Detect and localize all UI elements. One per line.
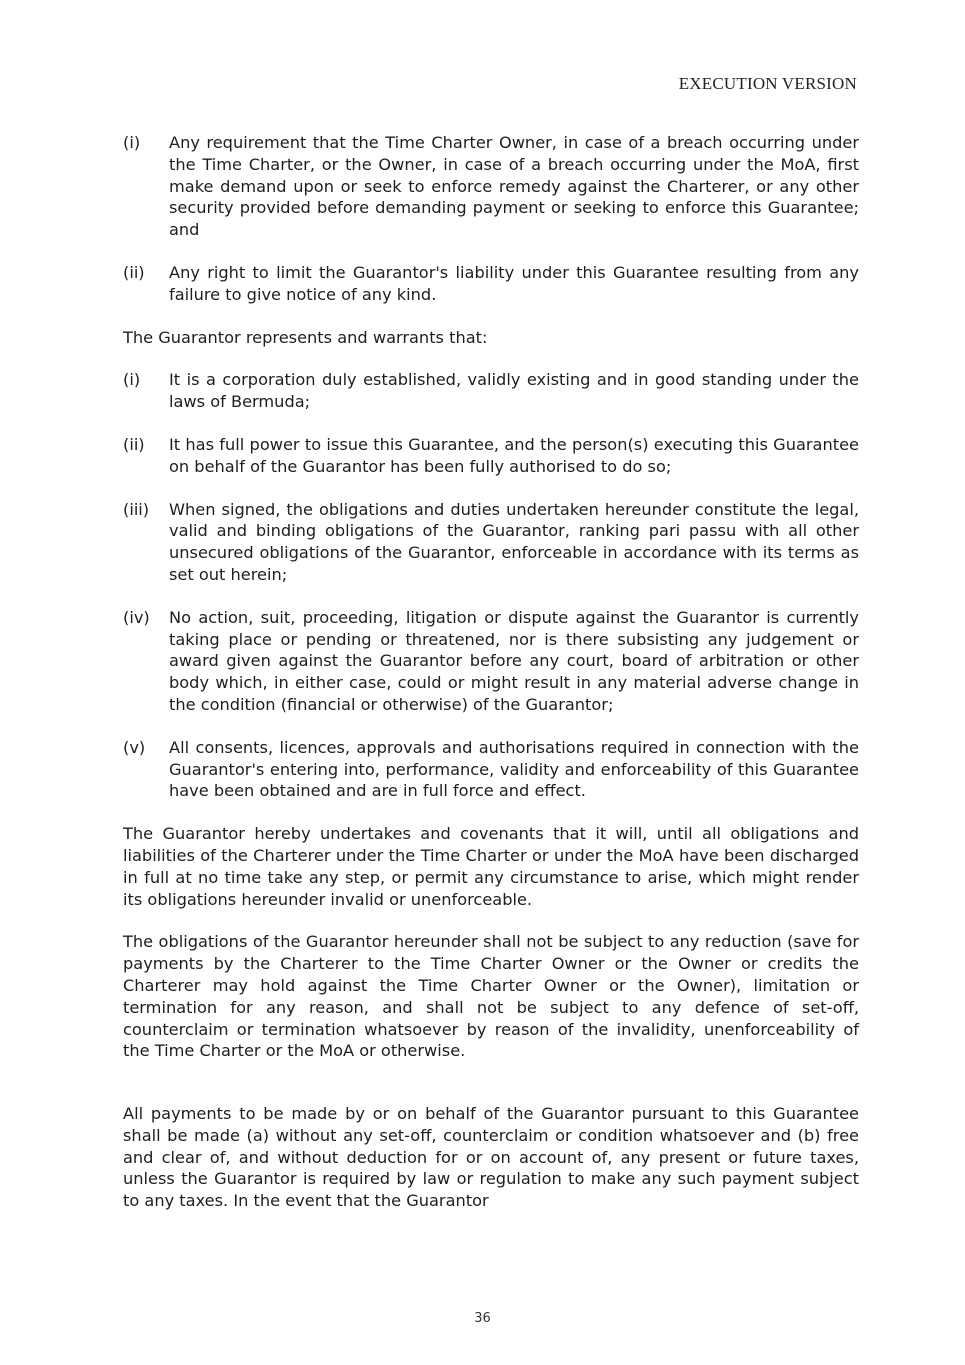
item-marker: (ii) <box>123 434 145 454</box>
item-marker: (i) <box>123 370 141 390</box>
item-marker: (ii) <box>123 262 145 282</box>
obligations-paragraph: The obligations of the Guarantor hereunder shall not be subject to any reduction (save for payments by the Charterer to the Time Charter Owner or the Owner or credits the Charterer may hold against the Time Charter Owner or the Owner), limitation or termination for any reason, and shall not be subject to any defence of set-off, counterclaim or termination whatsoever by reason of the invalidity, unenforceability of the Time Charter or the MoA or otherwise. <box>123 932 859 1061</box>
waiver-item <box>123 132 859 241</box>
item-text: Any requirement that the Time Charter Owner, in case of a breach occurring under the Time Charter, or the Owner, in case of a breach occurring under the MoA, first make demand upon or seek to enforce remedy against the Charterer, or any other security provided before demanding payment or seeking to enforce this Guarantee; and <box>169 133 859 240</box>
item-text: Any right to limit the Guarantor's liability under this Guarantee resulting from any failure to give notice of any kind. <box>169 262 859 304</box>
page-number: 36 <box>474 1311 491 1326</box>
item-text: When signed, the obligations and duties undertaken hereunder constitute the legal, valid and binding obligations of the Guarantor, ranking pari passu with all other unsecured obligations of the Guarantor, enforceable in accordance with its terms as set out herein; <box>169 499 859 584</box>
representations-intro: The Guarantor represents and warrants that: <box>123 327 488 347</box>
item-marker: (iii) <box>123 499 150 519</box>
document-body <box>123 132 859 1233</box>
item-text: No action, suit, proceeding, litigation or dispute against the Guarantor is currently taking place or pending or threatened, nor is there subsisting any judgement or award given against the Guarantor before any court, board of arbitration or other body which, in either case, could or might result in any material adverse change in the condition (financial or otherwise) of the Guarantor; <box>169 607 859 714</box>
representation-item <box>123 434 859 478</box>
item-text: It is a corporation duly established, validly existing and in good standing under the laws of Bermuda; <box>169 370 859 412</box>
representation-item <box>123 499 859 586</box>
representation-item <box>123 607 859 716</box>
item-text: All consents, licences, approvals and authorisations required in connection with the Guarantor's entering into, performance, validity and enforceability of this Guarantee have been obtained and are in full force and effect. <box>169 737 859 801</box>
item-marker: (iv) <box>123 607 150 627</box>
undertaking-paragraph: The Guarantor hereby undertakes and covenants that it will, until all obligations and liabilities of the Charterer under the Time Charter or under the MoA have been discharged in full at no time take any step, or permit any circumstance to arise, which might render its obligations hereunder invalid or unenforceable. <box>123 824 859 909</box>
item-text: It has full power to issue this Guarantee, and the person(s) executing this Guarantee on behalf of the Guarantor has been fully authorised to do so; <box>169 434 859 476</box>
item-marker: (v) <box>123 737 146 757</box>
payments-paragraph: All payments to be made by or on behalf of the Guarantor pursuant to this Guarantee shall be made (a) without any set-off, counterclaim or condition whatsoever and (b) free and clear of, and without deduction for or on account of, any present or future taxes, unless the Guarantor is required by law or regulation to make any such payment subject to any taxes. In the event that the Guarantor <box>123 1104 859 1211</box>
representation-item <box>123 369 859 413</box>
item-marker: (i) <box>123 133 141 152</box>
representation-item <box>123 737 859 802</box>
execution-version-label: EXECUTION VERSION <box>678 74 857 93</box>
waiver-item <box>123 262 859 306</box>
